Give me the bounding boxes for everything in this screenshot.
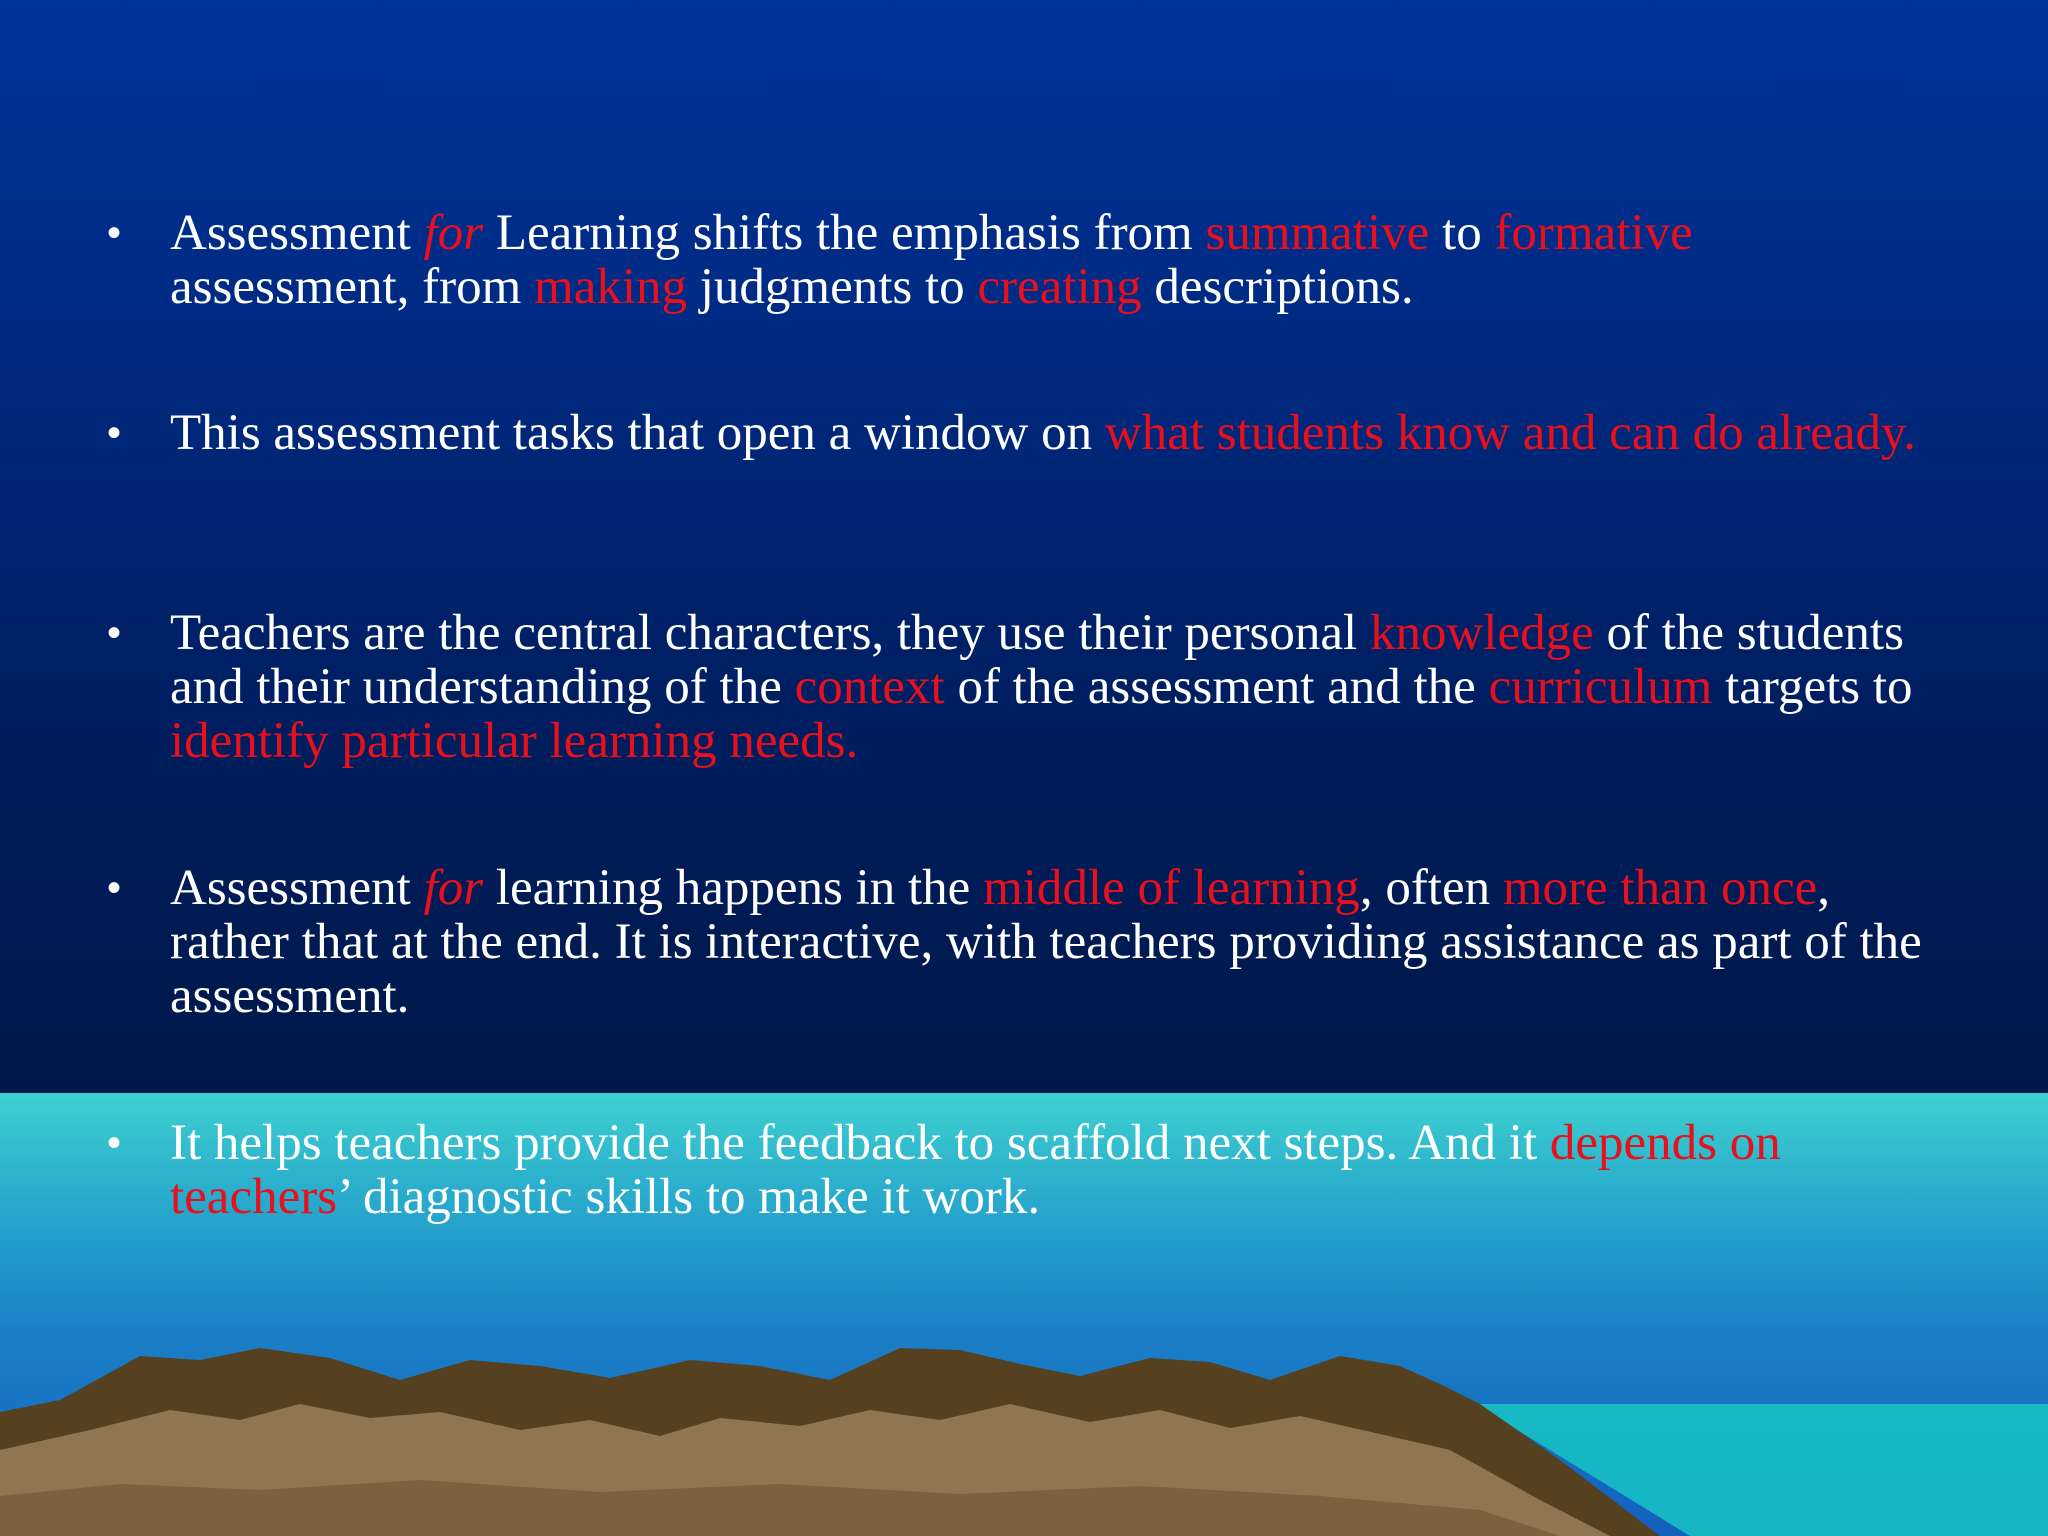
bullet-text-segment: learning happens in the (483, 860, 984, 916)
bullet-text-segment: It helps teachers provide the feedback to scaffold next steps. And it (170, 1115, 1550, 1171)
bullet-icon: • (106, 1121, 121, 1165)
bullet-text-segment: , rather that at the end. It is interactive, with teachers providing assistance as part of the assessment. (170, 860, 1922, 1024)
bullet-text-segment: knowledge (1369, 605, 1594, 661)
bullet-text-segment: depends on teachers (170, 1115, 1781, 1225)
bullet-text-segment: targets to (1712, 659, 1913, 715)
bullet-text-segment: identify particular learning needs. (170, 713, 859, 769)
bullet-text-segment: assessment, from (170, 259, 535, 315)
bullet-text-segment: creating (977, 259, 1142, 315)
bullet-text-segment: curriculum (1488, 659, 1713, 715)
bullet-text-segment: for (423, 860, 484, 916)
bullet-text-segment: of the assessment and the (944, 659, 1489, 715)
bullet-text-segment: This assessment tasks that open a window on (170, 405, 1105, 461)
bullet-text-segment: descriptions. (1141, 259, 1414, 315)
bullet-text-segment: Assessment (170, 205, 424, 261)
bullet-text-segment: more than once (1502, 860, 1818, 916)
bullet-icon: • (106, 611, 121, 655)
bullet-text-segment: middle of learning (983, 860, 1360, 916)
bullet-icon: • (106, 211, 121, 255)
bullet-item (106, 405, 1930, 461)
bullet-text-segment: Learning shifts the emphasis from (483, 205, 1206, 261)
bullet-text-segment: judgments to (687, 259, 978, 315)
bullet-text-segment: to (1429, 205, 1495, 261)
bullet-item (106, 860, 1930, 1024)
bullet-text-segment: formative (1494, 205, 1693, 261)
bullet-icon: • (106, 411, 121, 455)
bullet-text-segment: Assessment (170, 860, 424, 916)
bullet-text-segment: Teachers are the central characters, they use their personal (170, 605, 1370, 661)
bullet-item (106, 605, 1930, 769)
bullet-text-segment: what students know and can do already. (1104, 405, 1916, 461)
bullet-text-segment: summative (1205, 205, 1430, 261)
bullet-text-segment: making (534, 259, 688, 315)
bullet-item (106, 1115, 1930, 1225)
bullet-text-segment: of the students and their understanding of the (170, 605, 1904, 715)
bullet-text-segment: for (423, 205, 484, 261)
bullet-text-segment: ’ diagnostic skills to make it work. (337, 1169, 1041, 1225)
bullet-item (106, 205, 1930, 315)
bullet-text-segment: context (794, 659, 945, 715)
bullet-text-segment: , often (1359, 860, 1503, 916)
bullet-icon: • (106, 866, 121, 910)
